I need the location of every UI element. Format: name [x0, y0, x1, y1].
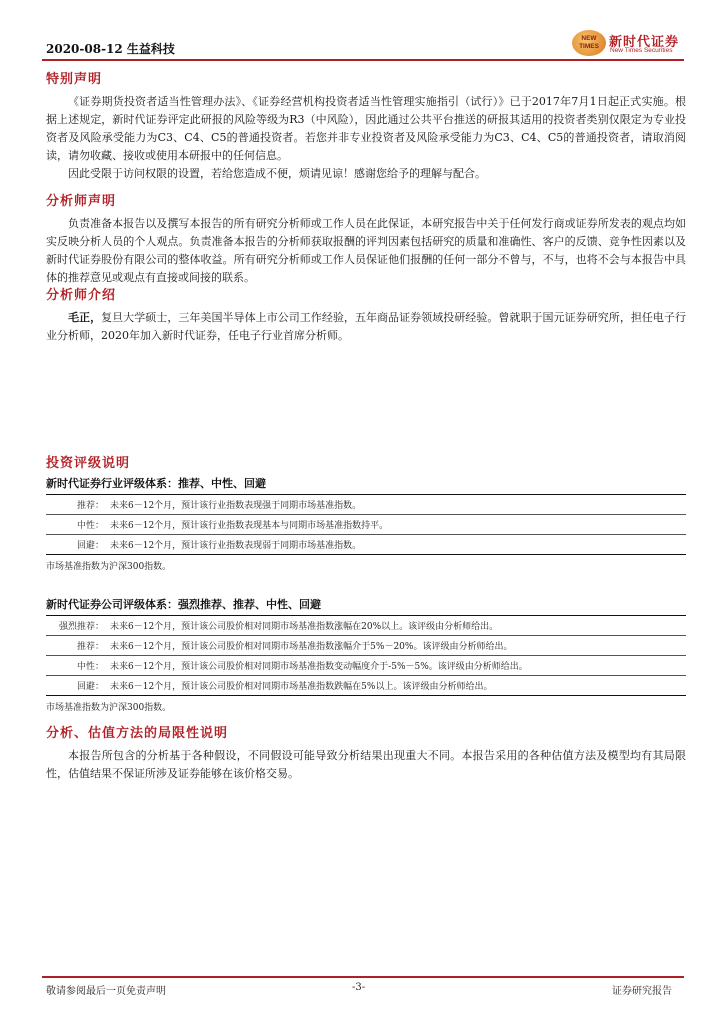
- industry-rating-heading: 新时代证券行业评级体系：推荐、中性、回避: [46, 477, 266, 490]
- logo-name-en: New Times Securities: [610, 47, 673, 54]
- table-row: [46, 656, 686, 676]
- rating-desc: 未来6－12个月，预计该公司股价相对同期市场基准指数涨幅介于5%－20%。该评级由分析师给出。: [110, 636, 686, 656]
- brand-logo: [572, 30, 682, 58]
- rating-desc: 未来6－12个月，预计该行业指数表现弱于同期市场基准指数。: [110, 535, 686, 555]
- analyst-statement-section: [46, 190, 686, 287]
- special-statement-title: 特别声明: [46, 72, 103, 87]
- rating-title: 投资评级说明: [46, 456, 131, 471]
- analyst-statement-p1: 负责准备本报告以及撰写本报告的所有研究分析师或工作人员在此保证，本研究报告中关于任何发行商或证券所发表的观点均如实反映分析人员的个人观点。负责准备本报告的分析师获取报酬的评判因素包括研究的质量和准确性、客户的反馈、竞争性因素以及新时代证券股份有限公司的整体收益。所有研究分析师或工作人员保证他们报酬的任何一部分不曾与，不与，也将不会与本报告中具体的推荐意见或观点有直接或间接的联系。: [46, 217, 686, 284]
- industry-benchmark-note: 市场基准指数为沪深300指数。: [46, 562, 172, 572]
- rating-label: 回避：: [46, 676, 110, 696]
- analyst-name: 毛正，: [68, 311, 102, 324]
- header-date-company: 2020-08-12 生益科技: [46, 42, 175, 56]
- rating-label: 推荐：: [46, 495, 110, 515]
- special-statement-section: [46, 68, 686, 183]
- rating-section: [46, 452, 686, 713]
- rating-label: 强烈推荐：: [46, 616, 110, 636]
- company-rating-heading: 新时代证券公司评级体系：强烈推荐、推荐、中性、回避: [46, 598, 321, 611]
- special-statement-p1: 《证券期货投资者适当性管理办法》、《证券经营机构投资者适当性管理实施指引（试行）》已于2017年7月1日起正式实施。根据上述规定，新时代证券评定此研报的风险等级为R3（中风险），因此通过公共平台推送的研报其适用的投资者类别仅限定为专业投资者及风险承受能力为C3、C4、C5的普通投资者。若您并非专业投资者及风险承受能力为C3、C4、C5的普通投资者，请取消阅读，请勿收藏、接收或使用本研报中的任何信息。: [46, 95, 686, 162]
- limitation-section: [46, 722, 686, 783]
- rating-label: 中性：: [46, 515, 110, 535]
- analyst-statement-title: 分析师声明: [46, 194, 117, 209]
- logo-name-cn: 新时代证券: [609, 34, 680, 49]
- analyst-intro-title: 分析师介绍: [46, 288, 117, 303]
- industry-rating-table: [46, 494, 686, 555]
- limitation-p1: 本报告所包含的分析基于各种假设，不同假设可能导致分析结果出现重大不同。本报告采用的各种估值方法及模型均有其局限性，估值结果不保证所涉及证券能够在该价格交易。: [46, 749, 686, 780]
- footer-rule: [42, 976, 684, 978]
- table-row: [46, 535, 686, 555]
- rating-label: 中性：: [46, 656, 110, 676]
- special-statement-p2: 因此受限于访问权限的设置，若给您造成不便，烦请见谅！感谢您给予的理解与配合。: [68, 167, 486, 180]
- header-rule: [42, 59, 684, 61]
- analyst-bio: 复旦大学硕士，三年美国半导体上市公司工作经验，五年商品证券领域投研经验。曾就职于国元证券研究所，担任电子行业分析师，2020年加入新时代证券，任电子行业首席分析师。: [46, 311, 686, 342]
- table-row: [46, 616, 686, 636]
- analyst-intro-section: [46, 284, 686, 345]
- table-row: [46, 636, 686, 656]
- rating-desc: 未来6－12个月，预计该公司股价相对同期市场基准指数跌幅在5%以上。该评级由分析师给出。: [110, 676, 686, 696]
- footer-disclaimer-note: 敬请参阅最后一页免责声明: [46, 986, 166, 997]
- rating-desc: 未来6－12个月，预计该公司股价相对同期市场基准指数变动幅度介于-5%－5%。该评级由分析师给出。: [110, 656, 686, 676]
- table-row: [46, 515, 686, 535]
- logo-badge-icon: NEW TIMES: [572, 30, 606, 56]
- table-row: [46, 495, 686, 515]
- rating-label: 回避：: [46, 535, 110, 555]
- footer-report-type: 证券研究报告: [612, 986, 672, 997]
- table-row: [46, 676, 686, 696]
- page-number: -3-: [352, 982, 366, 993]
- rating-desc: 未来6－12个月，预计该公司股价相对同期市场基准指数涨幅在20%以上。该评级由分析师给出。: [110, 616, 686, 636]
- analyst-intro-p1: [46, 309, 686, 345]
- rating-desc: 未来6－12个月，预计该行业指数表现强于同期市场基准指数。: [110, 495, 686, 515]
- rating-desc: 未来6－12个月，预计该行业指数表现基本与同期市场基准指数持平。: [110, 515, 686, 535]
- company-benchmark-note: 市场基准指数为沪深300指数。: [46, 703, 172, 713]
- rating-label: 推荐：: [46, 636, 110, 656]
- company-rating-table: [46, 615, 686, 696]
- limitation-title: 分析、估值方法的局限性说明: [46, 726, 229, 741]
